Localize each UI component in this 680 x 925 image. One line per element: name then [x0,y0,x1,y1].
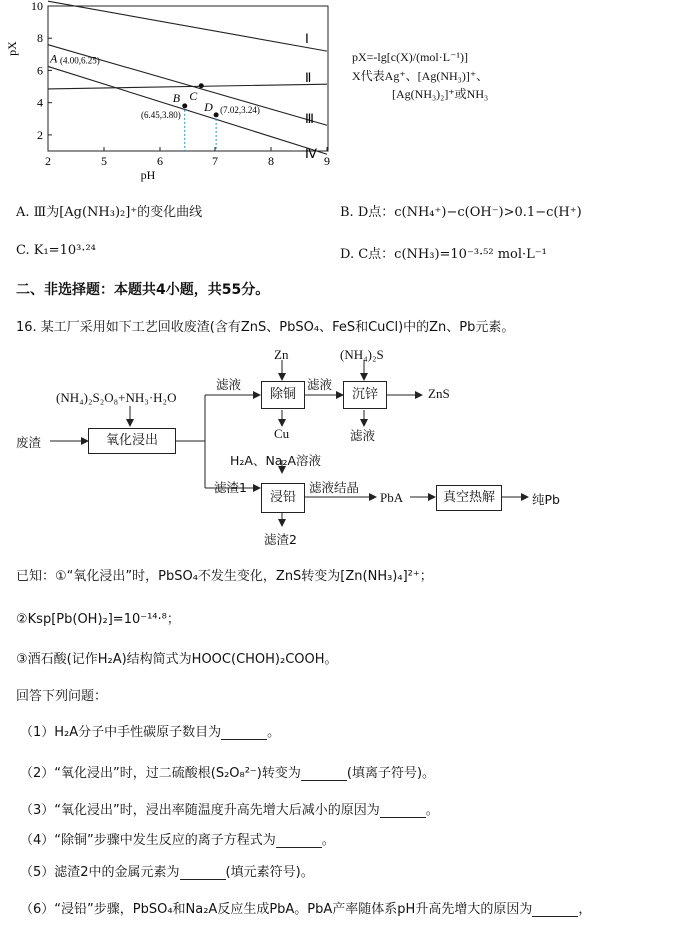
chart-legend-line-1: pX=-lg[c(X)/(mol·L⁻¹)] [352,50,468,64]
sub-question-3-text: （3）“氧化浸出”时，浸出率随温度升高先增大后减小的原因为 [20,803,380,818]
flow-cu: Cu [274,426,290,441]
series-label-2: Ⅱ [305,70,312,86]
point-label-c: C [189,88,198,103]
sub-question-2 [20,762,435,781]
answer-blank-1[interactable] [221,727,267,740]
flow-box-zn-precip: 沉锌 [343,381,387,409]
flow-filtrate-3: 滤液 [350,428,376,443]
answer-blank-5[interactable] [180,867,226,880]
point-coord-a: (4.00,6.25) [60,55,100,66]
flow-pba: PbA [380,490,404,505]
flow-feed: 废渣 [16,435,42,450]
chart-legend-line-3: [Ag(NH₃)₂]⁺或NH₃ [392,87,489,101]
x-tick-label: 9 [324,154,330,168]
sub-question-3 [20,799,439,818]
x-tick-label: 8 [268,154,274,168]
answer-blank-3[interactable] [380,805,426,818]
option-b: B. D点：c(NH₄⁺)−c(OH⁻)>0.1−c(H⁺) [340,205,582,220]
flow-filtrate-1: 滤液 [216,377,242,392]
point-d [214,112,219,117]
answer-prompt: 回答下列问题： [16,689,108,704]
flow-residue-2: 滤渣2 [264,532,297,547]
flow-pure-pb: 纯Pb [532,492,560,507]
flow-box-vacuum: 真空热解 [436,485,502,511]
q16-intro: 16. 某工厂采用如下工艺回收废渣(含有ZnS、PbSO₄、FeS和CuCl)中的Zn、Pb元素。 [16,320,515,335]
series-line-4 [48,66,327,154]
answer-blank-6[interactable] [532,904,578,917]
option-c: C. K₁=10³·²⁴ [16,243,96,258]
flow-h2a: H₂A、Na₂A溶液 [230,453,322,468]
y-tick-label: 8 [37,31,43,46]
sub-question-6-end: ， [578,902,592,917]
sub-question-1 [20,721,280,740]
x-tick-label: 2 [45,154,51,168]
option-d: D. C点：c(NH₃)=10⁻³·⁵² mol·L⁻¹ [340,247,547,262]
plot-frame [48,6,328,151]
x-tick-label: 5 [101,154,107,168]
sub-question-4-end: 。 [321,833,335,848]
flow-residue-1: 滤渣1 [214,480,247,495]
sub-question-5-end: (填元素符号)。 [225,865,314,880]
answer-blank-2[interactable] [301,768,347,781]
option-a: A. Ⅲ为[Ag(NH₃)₂]⁺的变化曲线 [16,205,203,220]
point-label-b: B [172,90,181,105]
point-label-d: D [204,99,213,114]
sub-question-3-end: 。 [425,803,439,818]
sub-question-6 [20,898,591,917]
series-label-3: Ⅲ [305,111,314,127]
series-label-1: Ⅰ [305,31,309,47]
sub-question-2-text: （2）“氧化浸出”时，过二硫酸根(S₂O₈²⁻)转变为 [20,766,301,781]
y-tick-label: 10 [31,0,43,13]
sub-question-6-text: （6）“浸铅”步骤，PbSO₄和Na₂A反应生成PbA。PbA产率随体系pH升高先增大的原因为 [20,902,533,917]
flow-filtrate-2: 滤液 [307,377,333,392]
px-ph-chart [0,0,680,195]
sub-question-1-end: 。 [267,725,281,740]
section-title: 二、非选择题：本题共4小题，共55分。 [16,282,270,298]
point-coord-d: (7.02,3.24) [220,104,260,115]
y-tick-label: 2 [37,127,43,142]
sub-question-2-end: (填离子符号)。 [346,766,436,781]
sub-question-4 [20,829,335,848]
flow-box-cu-removal: 除铜 [261,381,305,409]
known-3: ③酒石酸(记作H₂A)结构简式为HOOC(CHOH)₂COOH。 [16,652,338,667]
y-tick-label: 6 [37,63,43,78]
flow-crystallize: 滤液结晶 [309,480,360,495]
sub-question-4-text: （4）“除铜”步骤中发生反应的离子方程式为 [20,833,276,848]
series-label-4: Ⅳ [305,146,317,162]
flow-zn: Zn [274,347,289,362]
flow-reagent-left: (NH₄)₂S₂O₈+NH₃·H₂O [56,390,177,405]
known-1: 已知：①“氧化浸出”时，PbSO₄不发生变化，ZnS转变为[Zn(NH₃)₄]²⁺； [16,569,433,584]
answer-blank-4[interactable] [276,835,322,848]
flow-box-pb-leach: 浸铅 [261,483,305,513]
chart-legend-line-2: X代表Ag⁺、[Ag(NH₃)]⁺、 [352,69,489,83]
point-b [182,103,187,108]
point-coord-b: (6.45,3.80) [141,109,181,120]
x-axis-label: pH [140,168,156,182]
point-c [199,83,204,88]
point-label-a: A [50,51,58,66]
flow-zns: ZnS [428,386,450,401]
sub-question-5 [20,861,314,880]
x-tick-label: 7 [212,154,218,168]
sub-question-5-text: （5）滤渣2中的金属元素为 [20,865,180,880]
flow-nh4-2s: (NH₄)₂S [340,347,384,362]
flow-box-oxidize: 氧化浸出 [88,428,176,454]
y-axis-label: pX [5,41,19,56]
series-line-1 [48,1,327,51]
y-tick-label: 4 [37,95,43,110]
x-tick-label: 6 [157,154,163,168]
sub-question-1-text: （1）H₂A分子中手性碳原子数目为 [20,725,222,740]
known-2: ②Ksp[Pb(OH)₂]=10⁻¹⁴·⁸； [16,612,180,627]
